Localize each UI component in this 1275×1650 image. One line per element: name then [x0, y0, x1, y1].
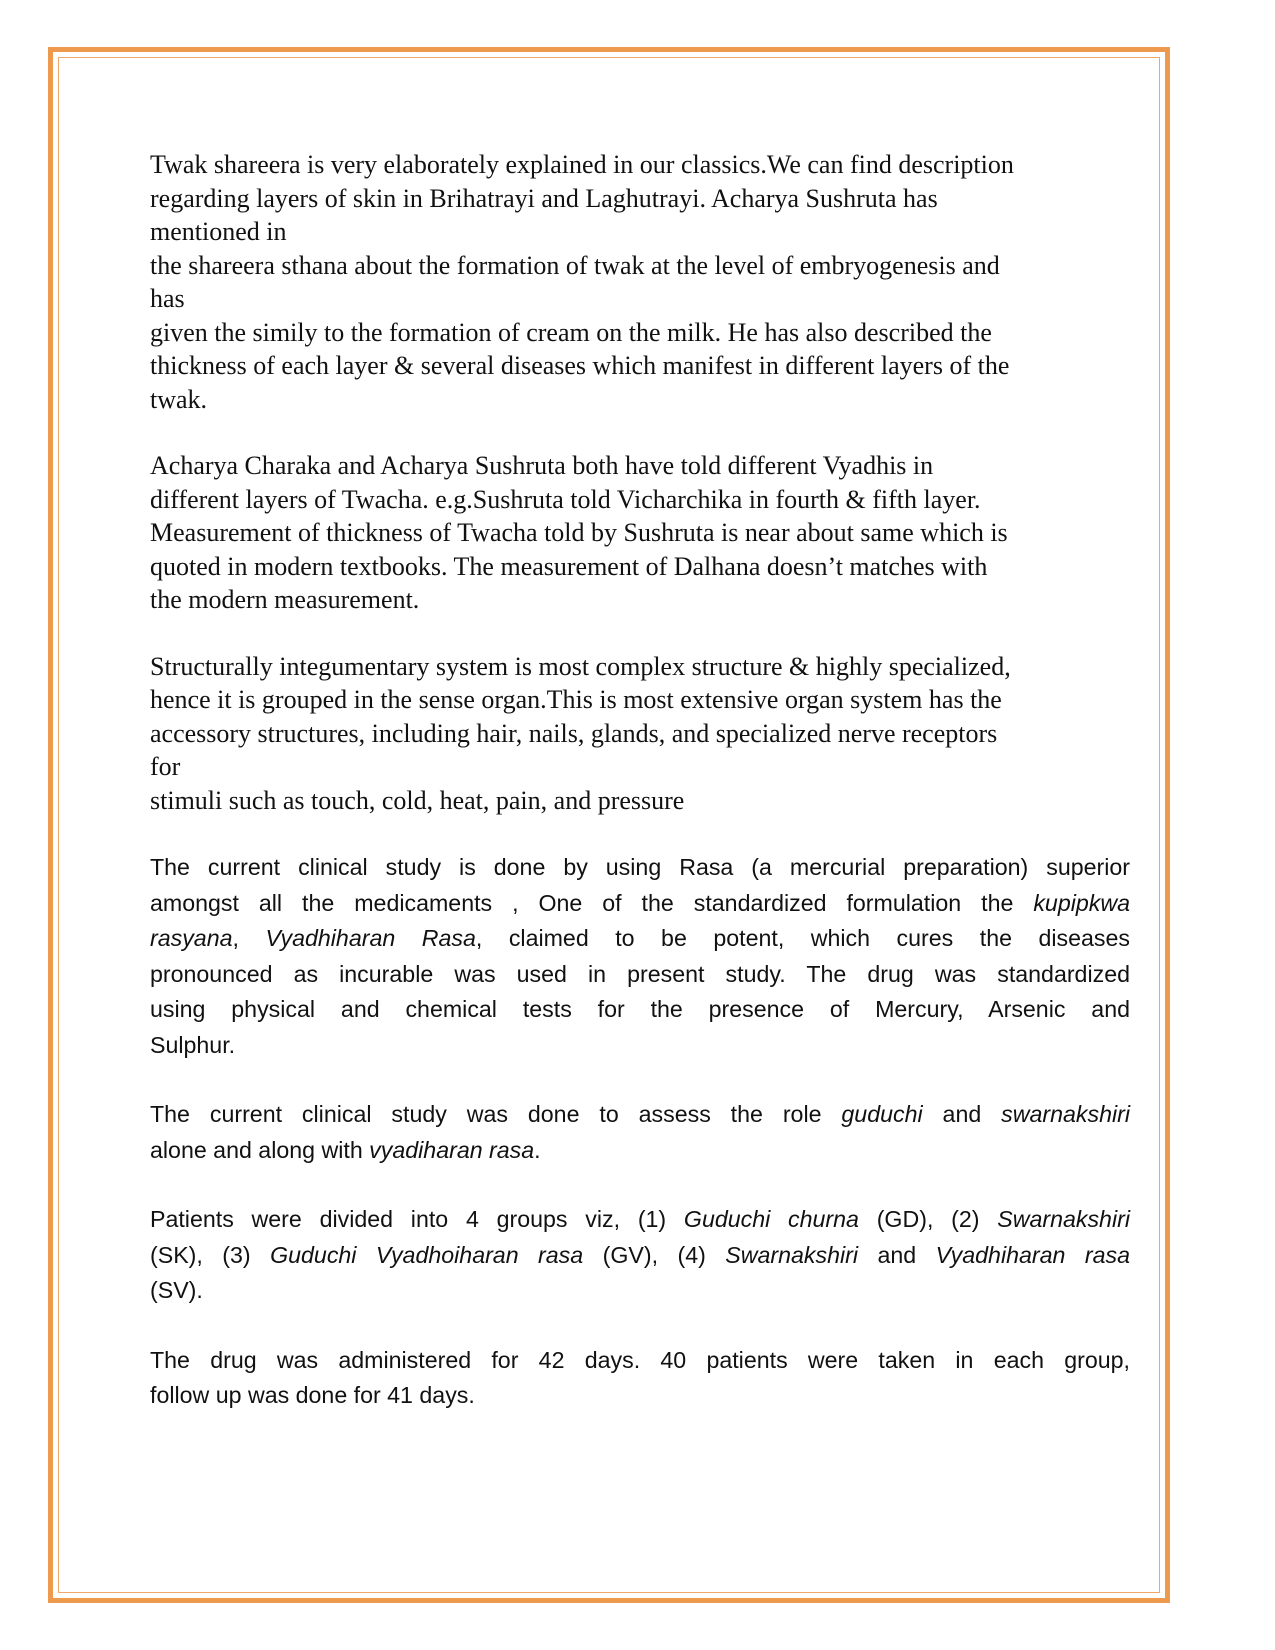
text-run: , [232, 925, 266, 951]
paragraph-clinical-study-rasa [150, 850, 1130, 1063]
italic-term: swarnakshiri [1001, 1101, 1130, 1127]
text-line: mentioned in [150, 217, 287, 246]
text-line: given the simily to the formation of cream on the milk. He has also described the [150, 317, 992, 347]
italic-term: rasyana [150, 925, 233, 951]
text-line [150, 1238, 1130, 1274]
text-run: (GV), (4) [583, 1241, 726, 1268]
text-line: regarding layers of skin in Brihatrayi and Laghutrayi. Acharya Sushruta has [150, 183, 938, 213]
paragraph-patient-groups [150, 1202, 1130, 1309]
text-line: for [150, 752, 181, 781]
text-run: and [858, 1241, 936, 1268]
paragraph-integumentary-system [150, 650, 1130, 818]
paragraph-study-role [150, 1097, 1130, 1168]
text-line: using physical and chemical tests for the presence of Mercury, Arsenic and [150, 996, 1130, 1022]
text-run: Patients were divided into 4 groups viz, (1) [150, 1206, 684, 1232]
text-line: the modern measurement. [150, 585, 420, 614]
text-run: amongst all the medicaments , One of the standardized formulation the [150, 889, 1034, 916]
text-run: . [534, 1136, 541, 1163]
text-line: Sulphur. [150, 1031, 236, 1058]
text-line: twak. [150, 384, 208, 414]
text-line: has [150, 284, 185, 313]
italic-term: Swarnakshiri [725, 1241, 859, 1268]
text-line: thickness of each layer & several diseases which manifest in different layers of the [150, 351, 1010, 380]
italic-term: kupipkwa [1033, 889, 1130, 916]
text-line [150, 886, 1130, 922]
text-run: alone and along with [150, 1136, 370, 1163]
text-line [150, 1097, 1130, 1133]
text-line: pronounced as incurable was used in present study. The drug was standardized [150, 960, 1130, 987]
text-line: stimuli such as touch, cold, heat, pain, and pressure [150, 785, 685, 815]
text-line: The drug was administered for 42 days. 40 patients were taken in each group, [150, 1346, 1130, 1373]
text-line: Measurement of thickness of Twacha told by Sushruta is near about same which is [150, 518, 1008, 547]
text-run: (GD), (2) [858, 1206, 998, 1232]
text-line: The current clinical study is done by using Rasa (a mercurial preparation) superior [150, 854, 1130, 880]
italic-term: Guduchi churna [683, 1206, 859, 1232]
text-run: and [922, 1101, 1002, 1127]
italic-term: Guduchi Vyadhoiharan rasa [270, 1241, 584, 1268]
text-line: Structurally integumentary system is most complex structure & highly specialized, [150, 651, 1011, 681]
text-run: The current clinical study was done to assess the role [150, 1101, 842, 1127]
italic-term: Vyadhiharan rasa [935, 1241, 1130, 1268]
text-line: different layers of Twacha. e.g.Sushruta told Vicharchika in fourth & fifth layer. [150, 484, 981, 514]
text-line [150, 1133, 1130, 1169]
text-line: Acharya Charaka and Acharya Sushruta both have told different Vyadhis in [150, 451, 934, 480]
italic-term: Vyadhiharan Rasa [265, 925, 476, 951]
italic-term: Swarnakshiri [997, 1206, 1130, 1232]
paragraph-twak-shareera [150, 148, 1130, 416]
paragraph-charaka-sushruta [150, 449, 1130, 617]
text-line: hence it is grouped in the sense organ.This is most extensive organ system has the [150, 685, 1002, 714]
text-line: follow up was done for 41 days. [150, 1382, 475, 1408]
text-run: , claimed to be potent, which cures the diseases [475, 925, 1131, 951]
text-line: (SV). [150, 1277, 203, 1303]
document-body [150, 148, 1130, 1448]
text-line: quoted in modern textbooks. The measurement of Dalhana doesn’t matches with [150, 551, 988, 581]
italic-term: guduchi [841, 1101, 923, 1127]
text-line: accessory structures, including hair, nails, glands, and specialized nerve receptors [150, 718, 998, 748]
text-line [150, 921, 1130, 957]
text-line: Twak shareera is very elaborately explained in our classics.We can find description [150, 150, 1014, 179]
text-line: the shareera sthana about the formation of twak at the level of embryogenesis and [150, 250, 1000, 280]
text-line [150, 1202, 1130, 1238]
paragraph-drug-administration [150, 1343, 1130, 1414]
text-run: (SK), (3) [150, 1241, 271, 1268]
italic-term: vyadiharan rasa [369, 1136, 535, 1163]
